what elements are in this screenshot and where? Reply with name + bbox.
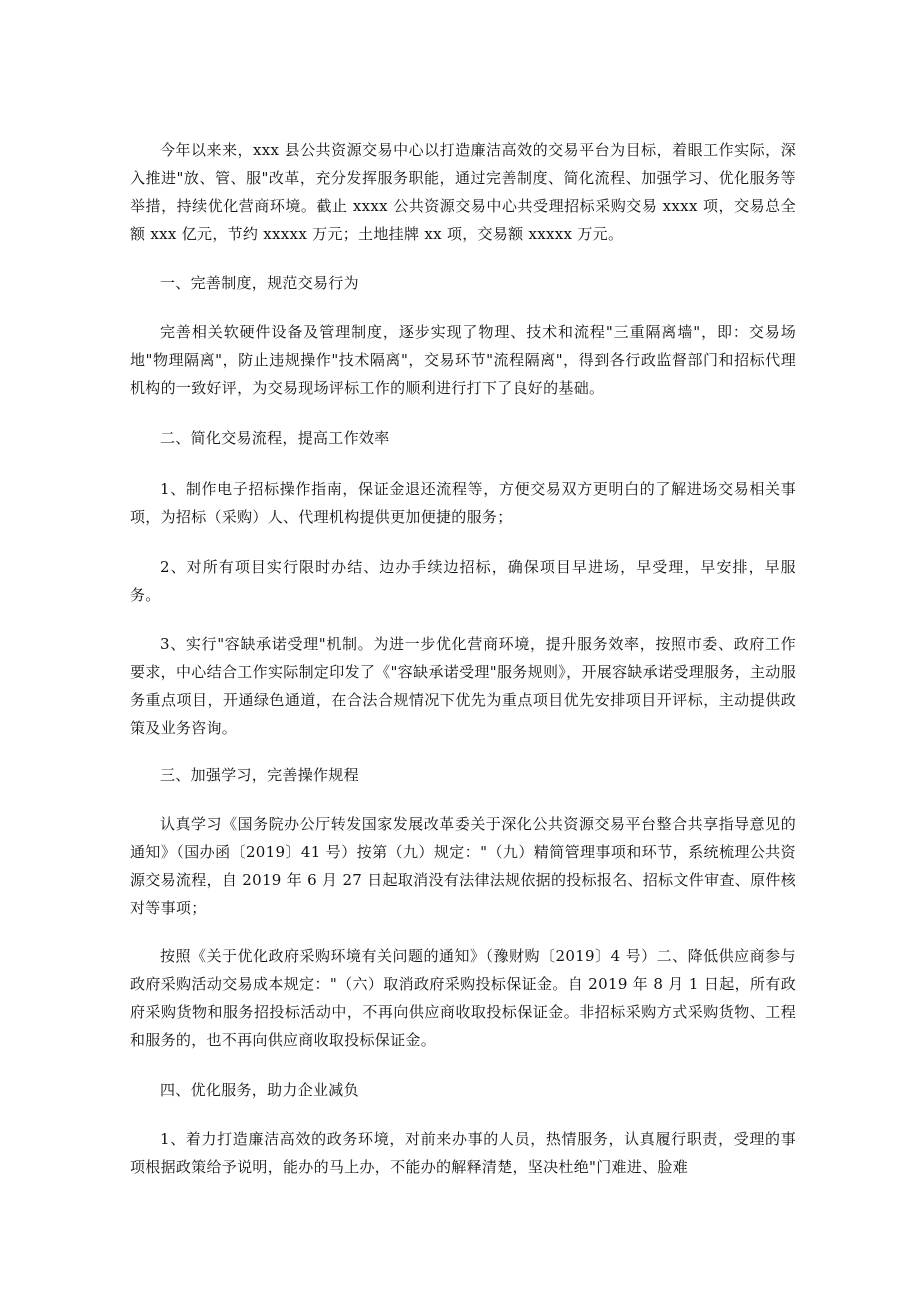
section-3-paragraph-2: 按照《关于优化政府采购环境有关问题的通知》（豫财购〔2019〕4 号）二、降低供应商参与政府采购活动交易成本规定："（六）取消政府采购投标保证金。自 2019 年 8 月 1 日起，所有政府采购货物和服务招投标活动中，不再向供应商收取投标保证金。非招标采购方式采购货物、工程和服务的，也不再向供应商收取投标保证金。 [130, 947, 796, 1049]
section-2-item-2: 2、对所有项目实行限时办结、边办手续边招标，确保项目早进场，早受理，早安排，早服务。 [130, 558, 796, 604]
intro-paragraph: 今年以来来，xxx 县公共资源交易中心以打造廉洁高效的交易平台为目标，着眼工作实际，深入推进"放、管、服"改革，充分发挥服务职能，通过完善制度、简化流程、加强学习、优化服务等举措，持续优化营商环境。截止 xxxx 公共资源交易中心共受理招标采购交易 xxxx 项，交易总全额 xxx 亿元，节约 xxxxx 万元；土地挂牌 xx 项，交易额 xxxxx 万元。 [130, 141, 796, 243]
section-heading-4: 四、优化服务，助力企业减负 [160, 1081, 359, 1099]
section-4-item-1: 1、着力打造廉洁高效的政务环境，对前来办事的人员，热情服务，认真履行职责，受理的事项根据政策给予说明，能办的马上办，不能办的解释清楚，坚决杜绝"门难进、脸难 [130, 1130, 796, 1176]
section-heading-2: 二、简化交易流程，提高工作效率 [160, 429, 390, 447]
section-3-paragraph-1: 认真学习《国务院办公厅转发国家发展改革委关于深化公共资源交易平台整合共享指导意见的通知》（国办函〔2019〕41 号）按第（九）规定："（九）精简管理事项和环节，系统梳理公共资源交易流程，自 2019 年 6 月 27 日起取消没有法律法规依据的投标报名、招标文件审查、原件核对等事项； [130, 815, 796, 917]
section-1-paragraph: 完善相关软硬件设备及管理制度，逐步实现了物理、技术和流程"三重隔离墙"，即：交易场地"物理隔离"，防止违规操作"技术隔离"，交易环节"流程隔离"，得到各行政监督部门和招标代理机构的一致好评，为交易现场评标工作的顺利进行打下了良好的基础。 [130, 323, 796, 397]
section-2-item-1: 1、制作电子招标操作指南，保证金退还流程等，方便交易双方更明白的了解进场交易相关事项，为招标（采购）人、代理机构提供更加便捷的服务； [130, 480, 796, 526]
section-heading-1: 一、完善制度，规范交易行为 [160, 274, 359, 292]
section-heading-3: 三、加强学习，完善操作规程 [160, 766, 359, 784]
section-2-item-3: 3、实行"容缺承诺受理"机制。为进一步优化营商环境，提升服务效率，按照市委、政府工作要求，中心结合工作实际制定印发了《"容缺承诺受理"服务规则》，开展容缺承诺受理服务，主动服务重点项目，开通绿色通道，在合法合规情况下优先为重点项目优先安排项目开评标，主动提供政策及业务咨询。 [130, 635, 796, 737]
